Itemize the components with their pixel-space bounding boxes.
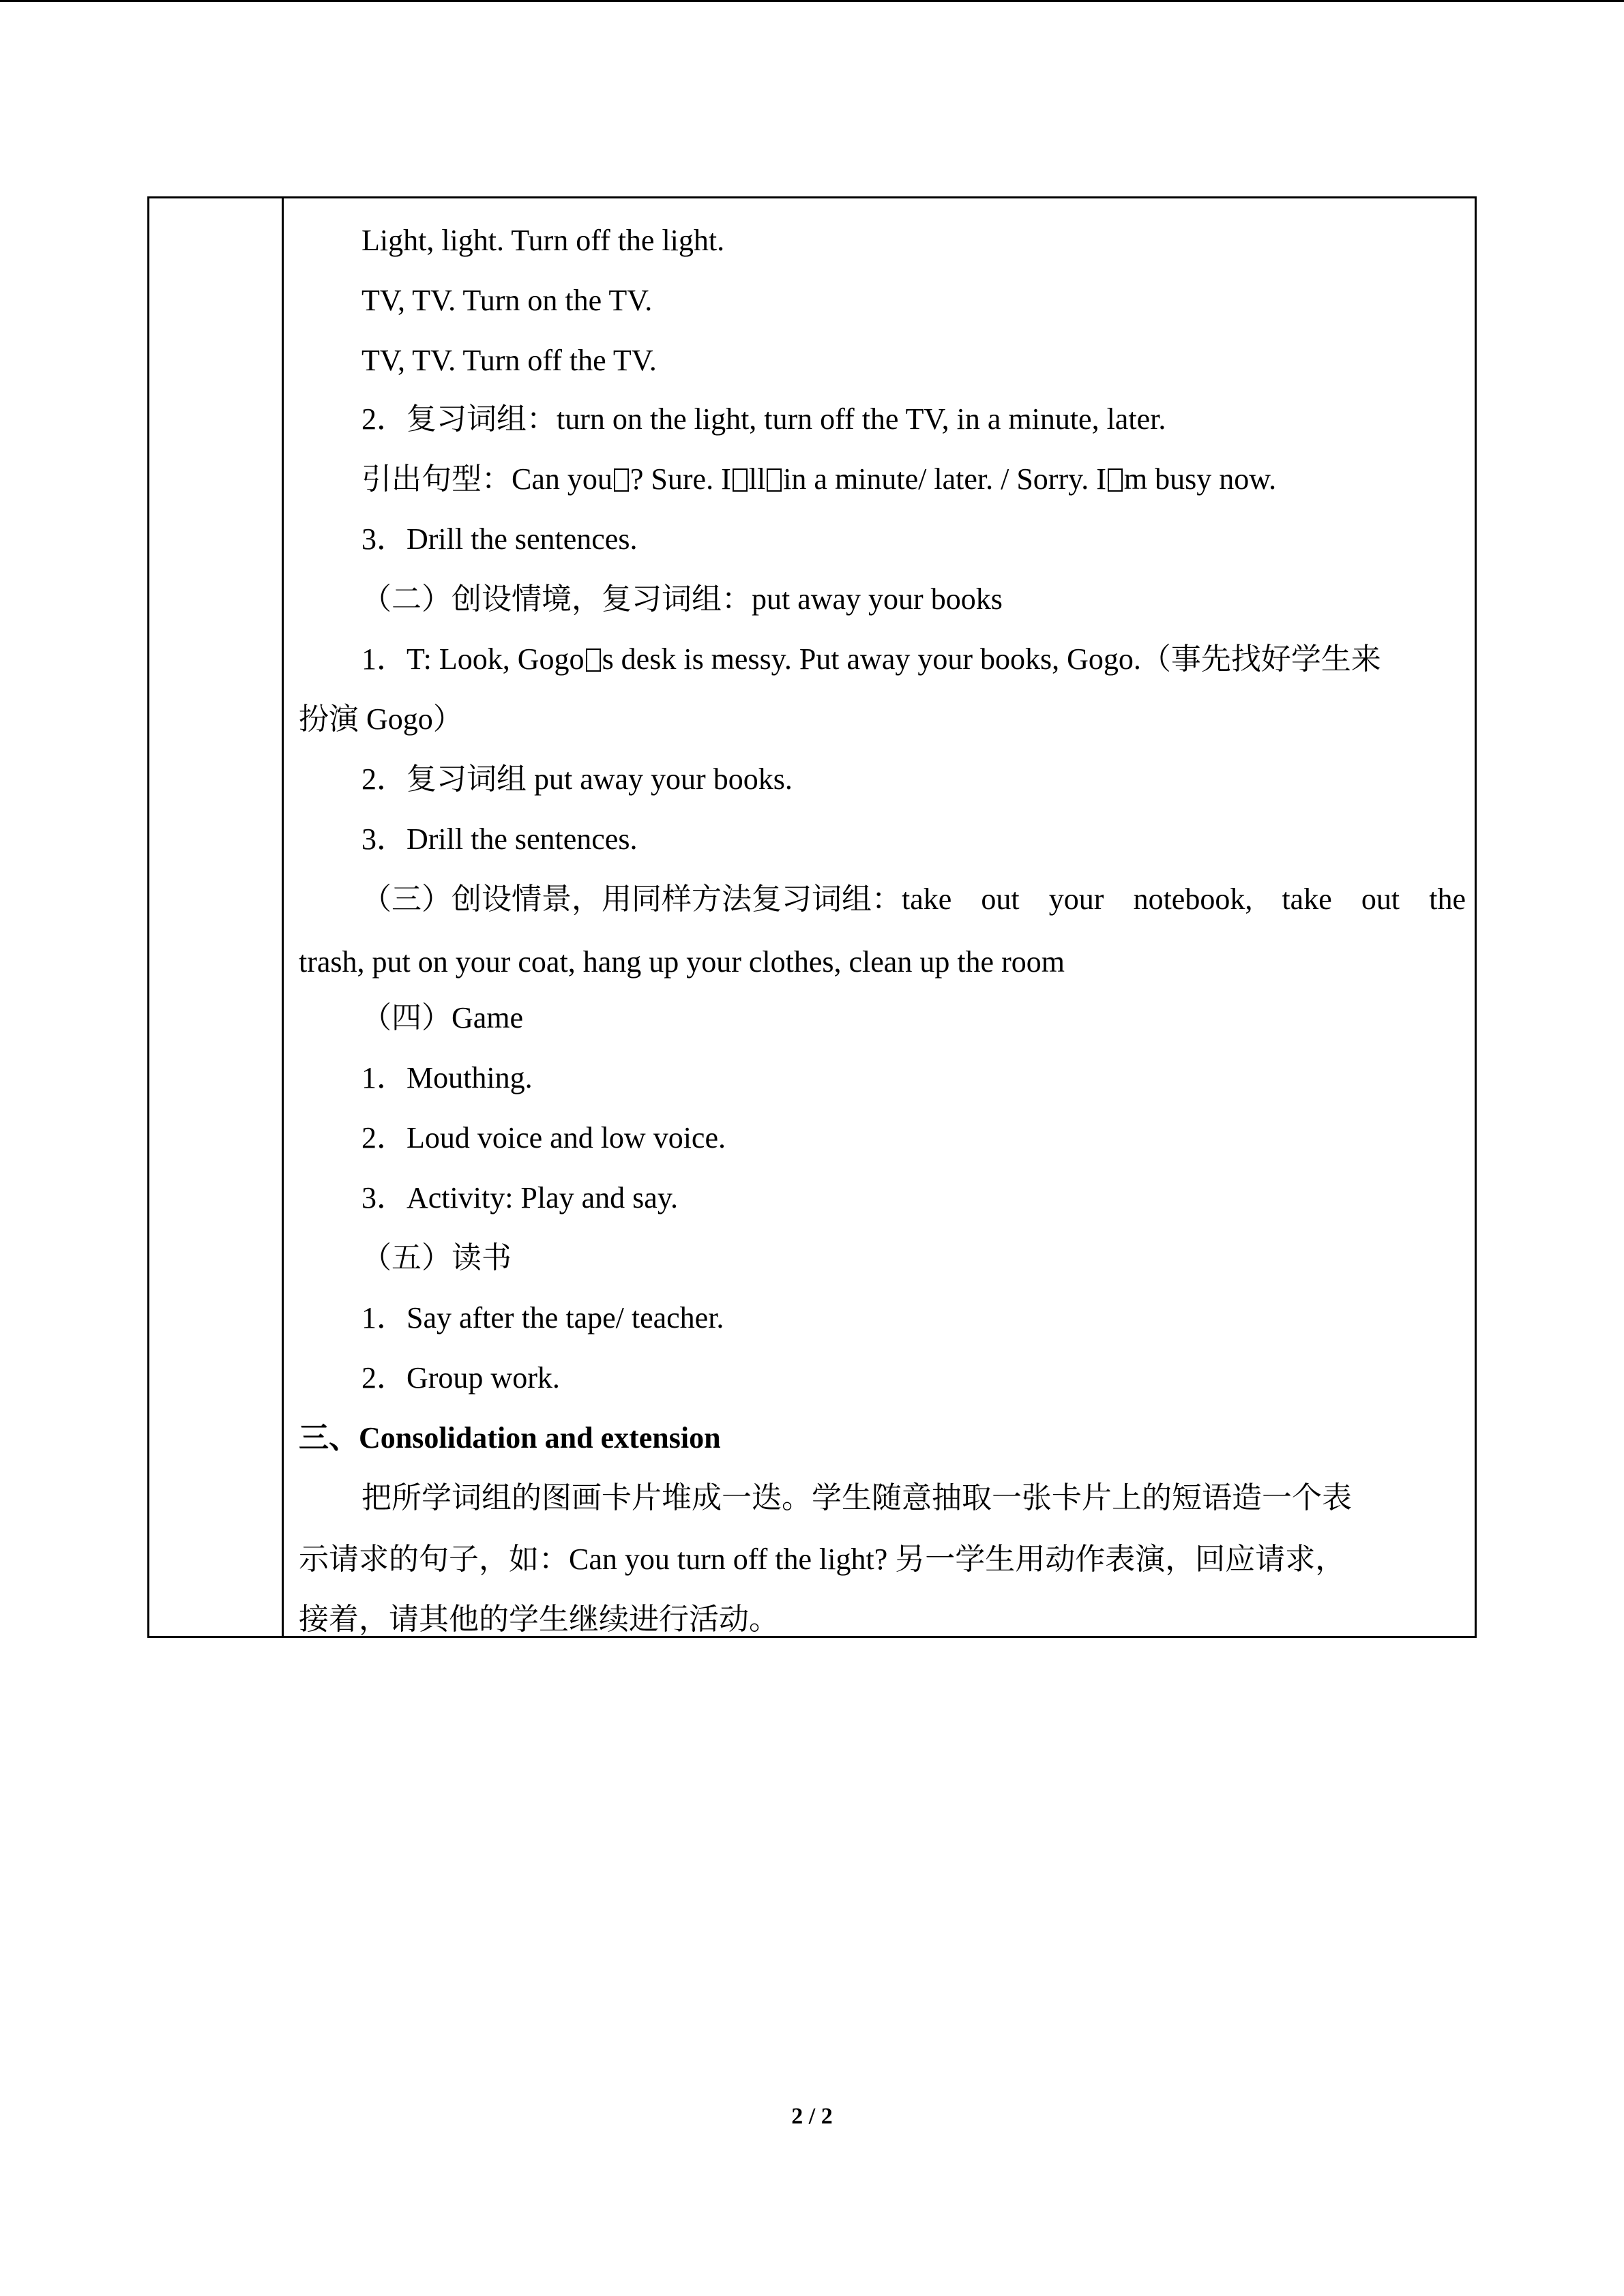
- section-heading-3: （三）创设情景，用同样方法复习词组：take out your notebook, take out the: [361, 882, 1466, 916]
- chant-line: TV, TV. Turn on the TV.: [361, 284, 653, 317]
- sentence-pattern-line: 引出句型：Can you ? Sure. I ll in a minute/ later. / Sorry. I m busy now.: [361, 462, 1277, 496]
- page-number: 2 / 2: [791, 2104, 833, 2129]
- reading-step: 2．Group work.: [361, 1361, 560, 1395]
- page-top-rule: [0, 0, 1624, 2]
- section-heading-4: （四）Game: [361, 1001, 524, 1034]
- section-heading-consolidation: 三、Consolidation and extension: [299, 1421, 721, 1455]
- missing-glyph-icon: [614, 468, 629, 492]
- section-heading-2: （二）创设情境，复习词组：put away your books: [361, 582, 1003, 616]
- step-look-line: 1．T: Look, Gogo s desk is messy. Put away your books, Gogo.（事先找好学生来: [361, 642, 1381, 676]
- consolidation-line: 接着，请其他的学生继续进行活动。: [299, 1602, 779, 1636]
- lesson-plan-table: [147, 196, 1477, 1638]
- step-drill: 3．Drill the sentences.: [361, 522, 638, 556]
- missing-glyph-icon: [733, 468, 748, 492]
- game-step: 1．Mouthing.: [361, 1061, 533, 1094]
- step-look-line-cont: 扮演 Gogo）: [299, 702, 463, 736]
- reading-step: 1．Say after the tape/ teacher.: [361, 1301, 724, 1335]
- chant-line: Light, light. Turn off the light.: [361, 224, 725, 257]
- consolidation-line: 把所学词组的图画卡片堆成一迭。学生随意抽取一张卡片上的短语造一个表: [361, 1481, 1352, 1515]
- missing-glyph-icon: [586, 648, 601, 672]
- step-review-put-away: 2．复习词组 put away your books.: [361, 762, 793, 796]
- table-content-column: [284, 198, 1475, 1636]
- consolidation-line: 示请求的句子，如：Can you turn off the light? 另一学生用动作表演，回应请求，: [299, 1542, 1346, 1576]
- missing-glyph-icon: [767, 468, 782, 492]
- section-heading-5: （五）读书: [361, 1241, 512, 1274]
- step-drill: 3．Drill the sentences.: [361, 822, 638, 856]
- section-heading-3-cont: trash, put on your coat, hang up your clothes, clean up the room: [299, 945, 1065, 979]
- missing-glyph-icon: [1108, 468, 1123, 492]
- table-left-column: [149, 198, 284, 1636]
- game-step: 2．Loud voice and low voice.: [361, 1121, 726, 1154]
- chant-line: TV, TV. Turn off the TV.: [361, 344, 657, 377]
- game-step: 3．Activity: Play and say.: [361, 1181, 678, 1214]
- step-review-phrases: 2．复习词组：turn on the light, turn off the TV, in a minute, later.: [361, 402, 1166, 436]
